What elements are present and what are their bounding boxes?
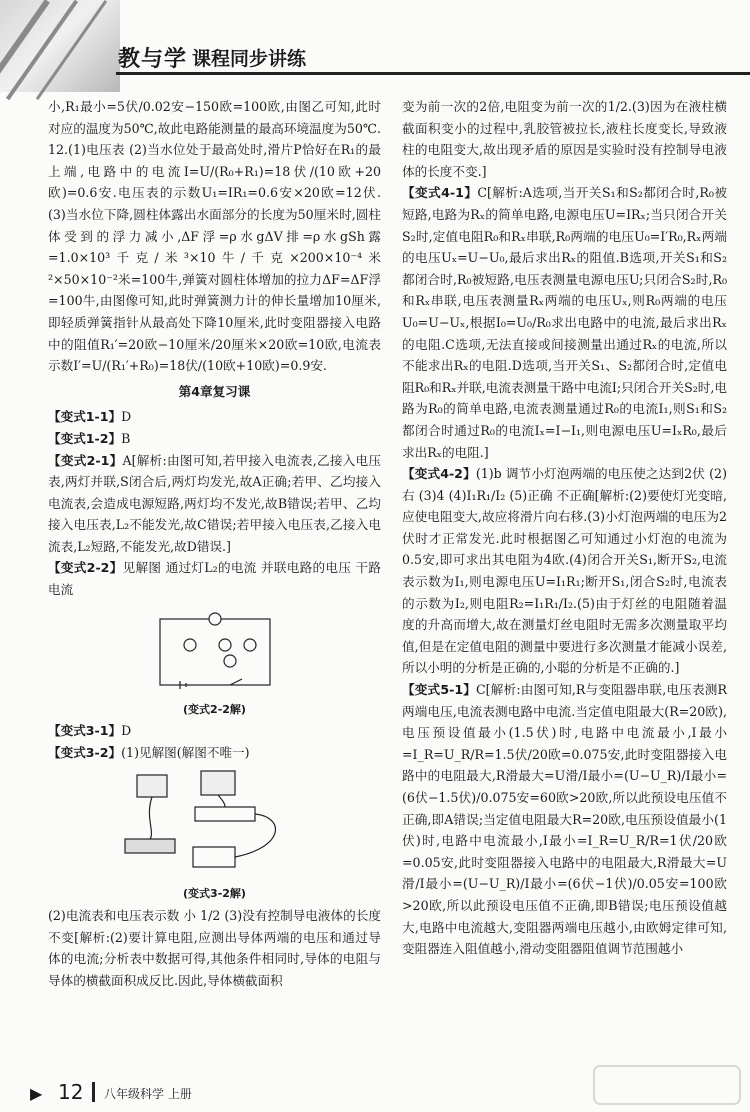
answer-item [402,182,727,463]
right-column [402,96,727,960]
header-rule [116,72,750,75]
figure-caption: (变式2-2解) [183,702,246,716]
ammeter-icon [137,775,167,797]
circuit-diagram [150,605,280,695]
switch-icon [230,679,242,685]
item-tag: 【变式1-1】 [48,409,122,425]
rheostat-icon [125,839,175,853]
answer-paragraph: 小,R₁最小=5伏/0.02安−150欧=100欧,由图乙可知,此时对应的温度为50℃,故此电路能测量的最高环境温度为50℃. 12.(1)电压表 (2)当水位处于最高处时,滑片P恰好在R₁的最上端,电路中的电流I=U/(R₀+R₁)=18伏/(10欧+20欧)=0.6安.电压表的示数U₁=IR₁=0.6安×20欧=12伏. (3)当水位下降,圆柱体露出水面部分的长度为50厘米时,圆柱体受到的浮力减小,ΔF浮=ρ水gΔV排=ρ水gSh露=1.0×10³千克/米³×10牛/千克×200×10⁻⁴米²×50×10⁻²米=100牛,弹簧对圆柱体增加的拉力ΔF=ΔF浮=100牛,由图像可知,此时弹簧测力计的伸长量增加10厘米,即轻质弹簧指针从最高处下降10厘米,此时变阻器接入电路中的阻值R₁′=20欧−10厘米/20厘米×20欧=10欧,电流表示数I′=U/(R₁′+R₀)=18伏/(10欧+10欧)=0.9安. [48,99,381,374]
section-title: 第4章复习课 [178,383,251,399]
answer-paragraph: (2)电流表和电压表示数 小 1/2 (3)没有控制导电液体的长度不变[解析:(2)要计算电阻,应测出导体两端的电压和通过导体的电流;分析表中数据可得,其他条件相同时,导体的电阻与导体的横截面积成反比.因此,导体横截面积 [48,908,381,988]
liquid-tube-icon [195,807,255,821]
item-tag: 【变式2-2】 [48,560,123,576]
battery-box-icon [193,847,235,867]
voltmeter-icon [244,639,256,651]
left-column [48,96,381,991]
watermark-logo [592,1062,742,1108]
item-text: 见解图 通过灯L₂的电流 并联电路的电压 干路电流 [48,560,381,598]
lamp-l1-icon [184,639,196,651]
item-text: (1)b 调节小灯泡两端的电压使之达到2伏 (2)右 (3)4 (4)I₁R₁/I₂ (5)正确 不正确[解析:(2)要使灯光变暗,应使电阻变大,故应将滑片向右移.(3)小灯泡两端的电压为2伏时才正常发光.此时根据图乙可知通过小灯泡的电流为0.5安,即可求出其电阻为4欧.(4)闭合开关S₁,断开S₂,电流表示数为I₁,则电源电压U=I₁R₁;断开S₁,闭合S₂时,电流表的示数为I₂,则电阻R₂=I₁R₁/I₂.(5)由于灯丝的电阻随着温度的升高而增大,故在测量灯丝电阻时无需多次测量取平均值,但是在定值电阻的测量中要进行多次测量才能减小误差,所以小明的分析是正确的,小聪的分析是不正确的.] [402,466,727,676]
item-text: C[解析:A选项,当开关S₁和S₂都闭合时,R₀被短路,电路为Rₓ的简单电路,电源电压U=IRₓ;当只闭合开关S₂时,定值电阻R₀和Rₓ串联,R₀两端的电压U₀=I′R₀,Rₓ两端的电压Uₓ=U−U₀,最后求出Rₓ的阻值.B选项,开关S₁和S₂都闭合时,R₀被短路,电压表测量电源电压U;只闭合S₂时,R₀和Rₓ串联,电压表测量Rₓ两端的电压Uₓ,则R₀两端的电压U₀=U−Uₓ,根据I₀=U₀/R₀求出电路中的电流,最后求出Rₓ的电阻.C选项,无法直接或间接测量出通过Rₓ的电流,所以不能求出Rₓ的电阻.D选项,当开关S₁、S₂都闭合时,定值电阻R₀和Rₓ并联,电流表测量干路中电流I;只闭合开关S₂时,电路为R₀的简单电路,电流表测量通过R₀的电流I₁,则S₁和S₂都闭合时通过R₀的电流Iₓ=I−I₁,则电源电压U=IₓR₀,最后求出Rₓ的电阻.] [402,185,727,460]
answer-item [48,557,381,600]
item-text: (1)见解图(解图不唯一) [121,744,250,760]
answer-item [48,742,381,764]
answer-item [48,450,381,558]
answer-item [48,406,381,428]
ammeter-a-icon [209,613,221,625]
lamp-l2-icon [219,639,231,651]
item-text: D [121,723,132,739]
circuit-wire [160,619,270,685]
answer-paragraph: 变为前一次的2倍,电阻变为前一次的1/2.(3)因为在液柱横截面积变小的过程中,乳胶管被拉长,液柱长度变长,导致液柱的电阻变大,故出现矛盾的原因是实验时没有控制导电液体的长度不变.] [402,99,727,179]
arrow-icon: ▶ [30,1084,43,1103]
page-number: 12 [58,1080,84,1104]
ammeter-icon [224,655,236,667]
item-text: B [121,430,131,446]
answer-item [402,679,727,960]
book-title: 八年级科学 上册 [104,1087,192,1101]
item-tag: 【变式2-1】 [48,452,123,468]
footer-divider [92,1082,95,1102]
item-text: D [121,409,132,425]
item-tag: 【变式1-2】 [48,430,122,446]
item-tag: 【变式4-1】 [402,185,478,201]
item-tag: 【变式3-1】 [48,723,122,739]
voltmeter-icon [201,771,235,795]
series-title: 课程同步讲练 [192,48,307,70]
item-tag: 【变式5-1】 [402,682,477,698]
header-decoration [0,0,120,92]
answer-item [48,428,381,450]
figure-caption: (变式3-2解) [183,887,246,901]
page-header [0,0,750,92]
item-tag: 【变式4-2】 [402,466,476,482]
answer-item [48,720,381,742]
page-footer [0,1072,750,1112]
answer-item [402,463,727,679]
apparatus-diagram [115,767,315,879]
brand-logo: 教与学 [118,46,188,72]
item-tag: 【变式3-2】 [48,744,122,760]
item-text: A[解析:由图可知,若甲接入电流表,乙接入电压表,两灯并联,S闭合后,两灯均发光,故A正确;若甲、乙均接入电流表,会造成电源短路,两灯均不发光,故B错误;若甲、乙均接入电压表,L₂不能发光,故C错误;若甲接入电压表,乙接入电流表,L₂短路,不能发光,故D错误.] [48,452,381,554]
item-text: C[解析:由图可知,R与变阻器串联,电压表测R两端电压,电流表测电路中电流.当定值电阻最大(R=20欧),电压预设值最小(1.5伏)时,电路中电流最小,I最小=I_R=U_R/R=1.5伏/20欧=0.075安,此时变阻器接入电路中的电阻最大,R滑最大=U滑/I最小=(U−U_R)/I最小=(6伏−1.5伏)/0.075安=60欧>20欧,所以此预设电压值不正确,即A错误;当定值电阻最大R=20欧,电压预设值最小(1伏)时,电路中电流最小,I最小=I_R=U_R/R=1伏/20欧=0.05安,此时变阻器接入电路中的电阻最大,R滑最大=U滑/I最小=(U−U_R)/I最小=(6伏−1伏)/0.05安=100欧>20欧,所以此预设电压值不正确,即B错误;电压预设值越大,电路中电流越大,变阻器两端电压越小,由欧姆定律可知,变阻器连入阻值越小,滑动变阻器阻值调节范围越小 [402,682,727,957]
